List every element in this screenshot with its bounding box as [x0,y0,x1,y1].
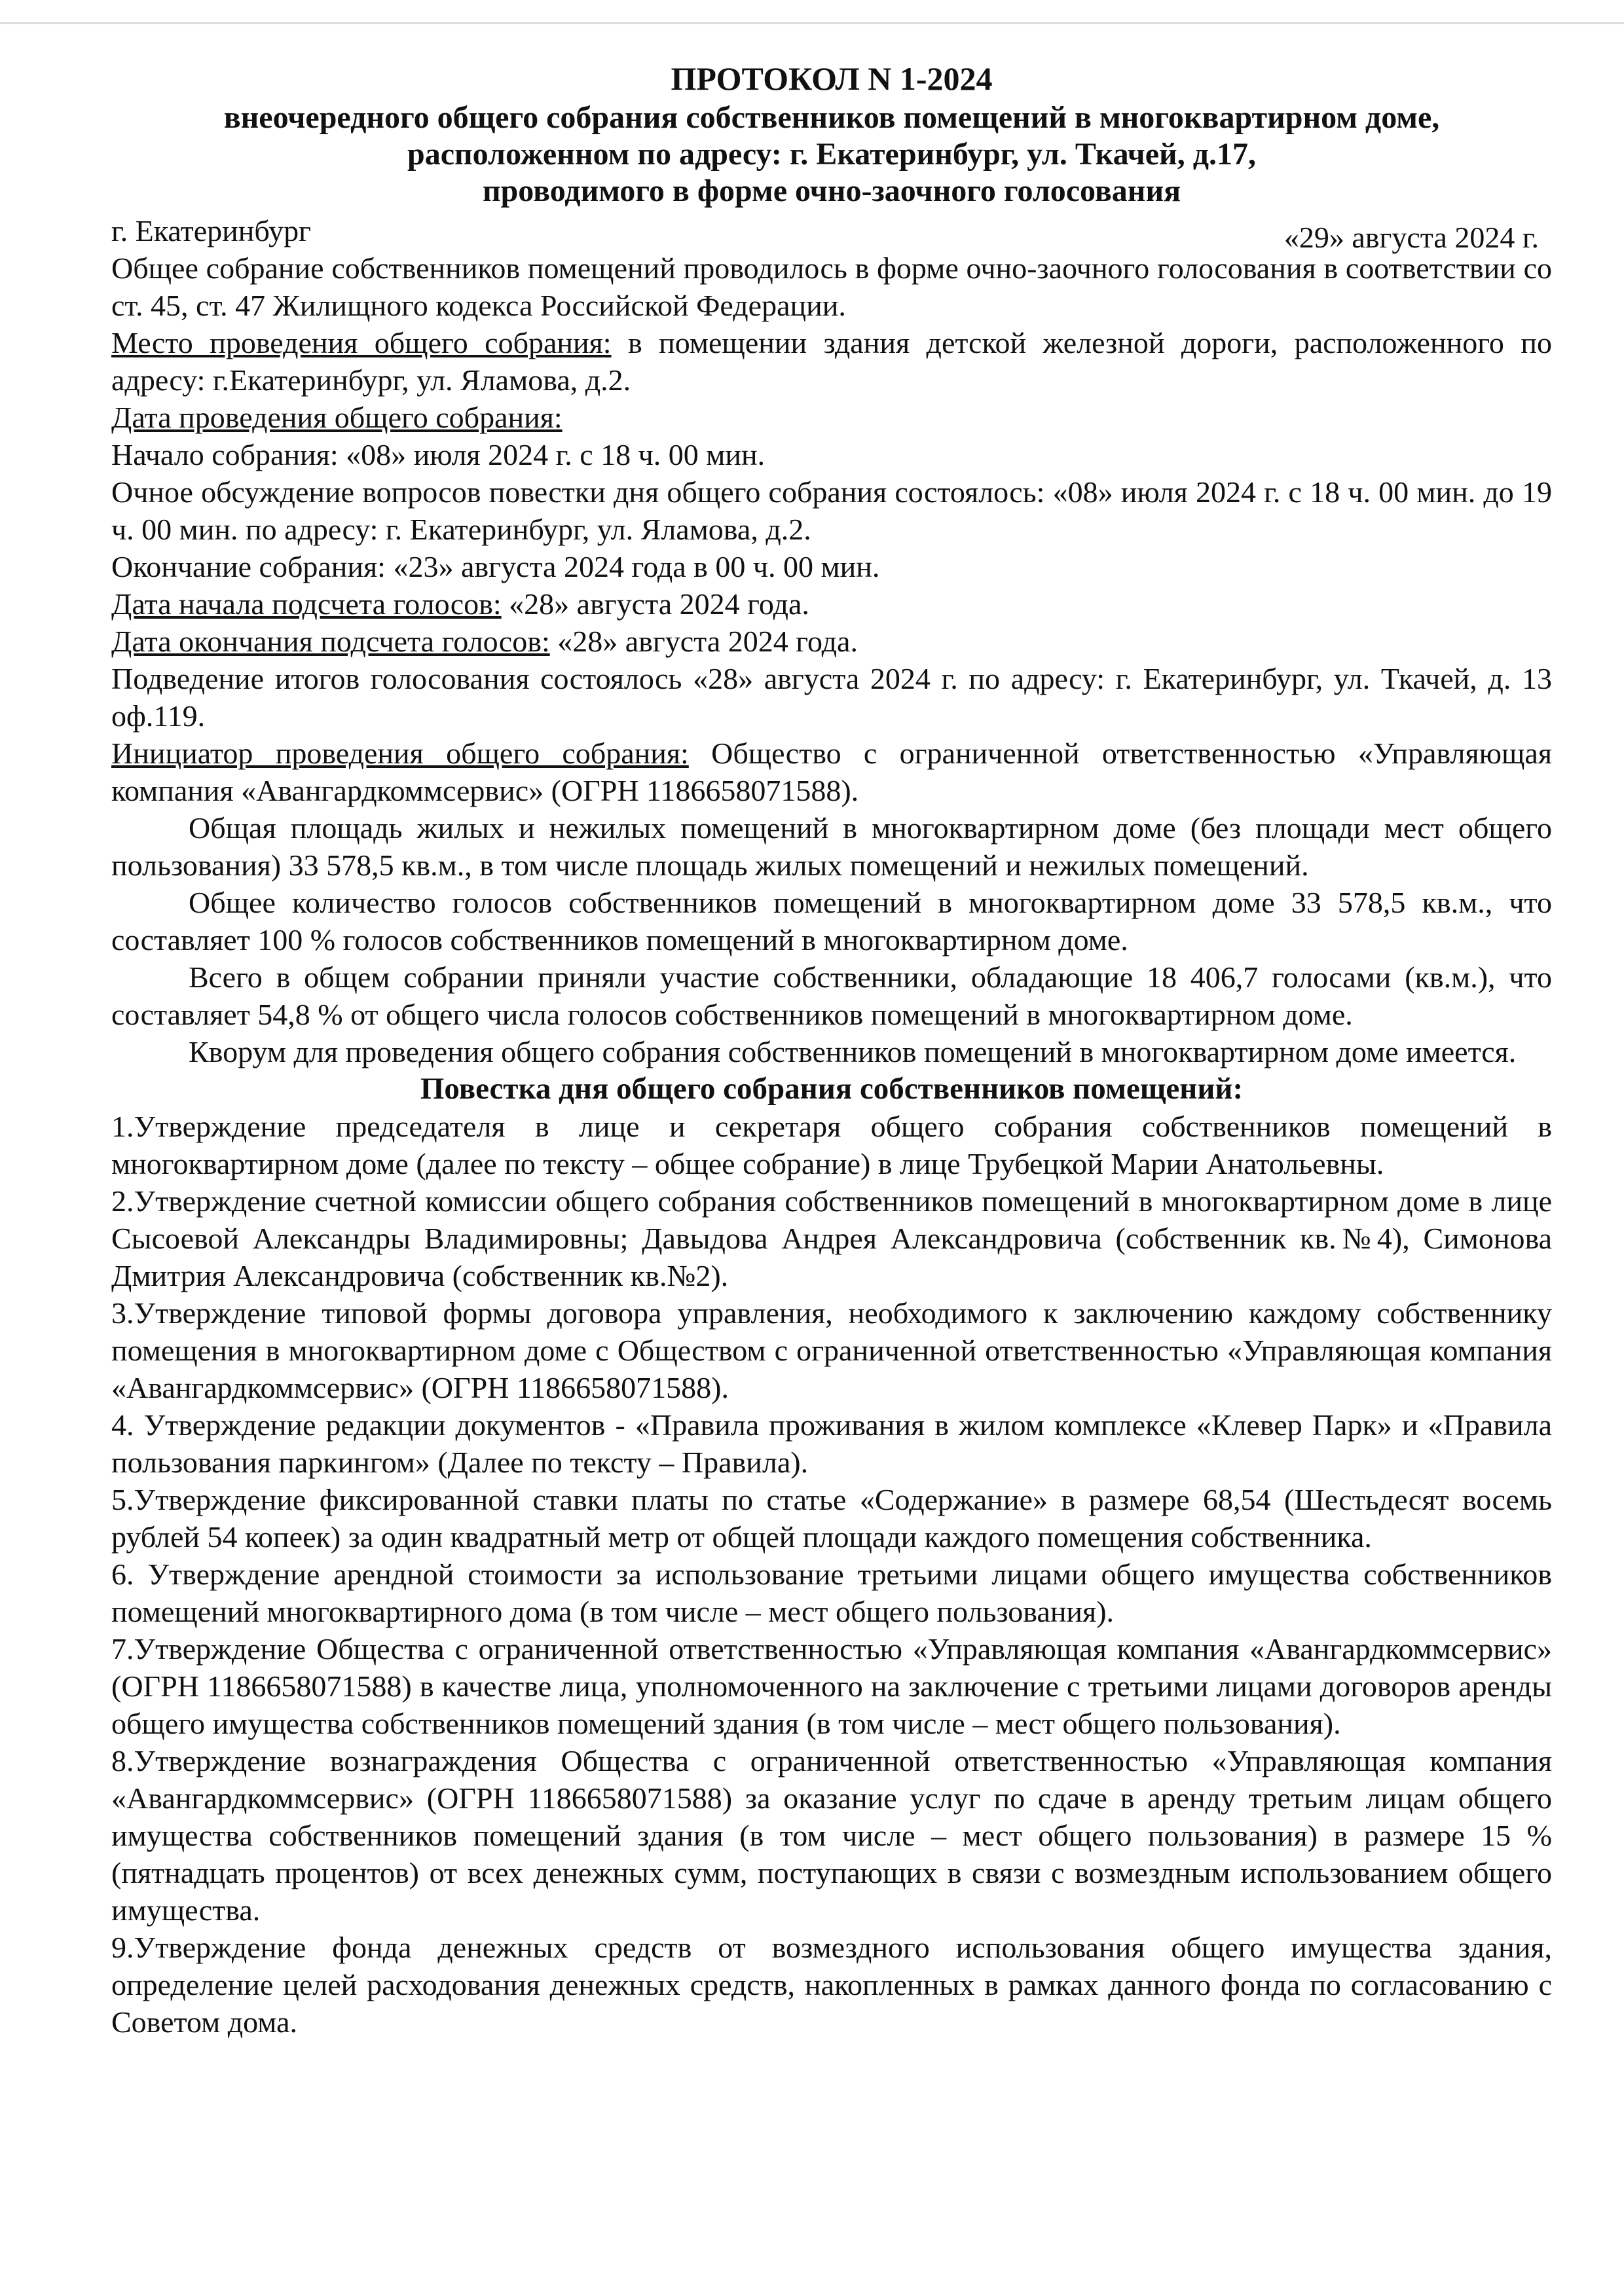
initiator-label: Инициатор проведения общего собрания: [111,737,689,770]
venue-paragraph [111,324,1552,399]
agenda-item: 7.Утверждение Общества с ограниченной ответственностью «Управляющая компания «Авангардкоммсервис» (ОГРН 1186658071588) в качестве лица, уполномоченного на заключение с третьими лицами договоров аренды общего имущества собственников помещений здания (в том числе – мест общего пользования). [111,1632,1552,1740]
agenda-item: 2.Утверждение счетной комиссии общего собрания собственников помещений в многоквартирном доме в лице Сысоевой Александры Владимировны; Давыдова Андрея Александровича (собственник кв.№4), Симонова Дмитрия Александровича (собственник кв.№2). [111,1184,1552,1292]
scan-edge-line [0,22,1624,24]
agenda-item: 6. Утверждение арендной стоимости за использование третьими лицами общего имущества собственников помещений многоквартирного дома (в том числе – мест общего пользования). [111,1558,1552,1628]
city: г. Екатеринбург [111,214,311,247]
agenda-item: 8.Утверждение вознаграждения Общества с ограниченной ответственностью «Управляющая компания «Авангардкоммсервис» (ОГРН 1186658071588) за оказание услуг по сдаче в аренду третьим лицам общего имущества собственников помещений здания (в том числе – мест общего пользования) в размере 15 % (пятнадцать процентов) от всех денежных сумм, поступающих в связи с возмездным использованием общего имущества. [111,1744,1552,1927]
meeting-date-label: Дата проведения общего собрания: [111,401,563,434]
venue-text: в помещении здания детской железной дороги, расположенного по адресу: г.Екатеринбург, ул. Яламова, д.2. [111,326,1552,397]
agenda-item: 4. Утверждение редакции документов - «Правила проживания в жилом комплексе «Клевер Парк» и «Правила пользования паркингом» (Далее по тексту – Правила). [111,1408,1552,1479]
protocol-subtitle-line-3: проводимого в форме очно-заочного голосования [482,173,1181,208]
agenda-item: 3.Утверждение типовой формы договора управления, необходимого к заключению каждому собственнику помещения в многоквартирном доме с Обществом с ограниченной ответственностью «Управляющая компания «Авангардкоммсервис» (ОГРН 1186658071588). [111,1296,1552,1404]
protocol-title: ПРОТОКОЛ N 1-2024 [671,60,993,97]
venue-label: Место проведения общего собрания: [111,326,612,359]
agenda-item: 9.Утверждение фонда денежных средств от возмездного использования общего имущества здания, определение целей расходования денежных средств, накопленных в рамках данного фонда по согласованию с Советом дома. [111,1931,1552,2039]
count-start-label: Дата начала подсчета голосов: [111,587,502,621]
meeting-end: Окончание собрания: «23» августа 2024 года в 00 ч. 00 мин. [111,550,880,583]
quorum-paragraph: Кворум для проведения общего собрания собственников помещений в многоквартирном доме имеется. [189,1035,1517,1068]
agenda-title: Повестка дня общего собрания собственников помещений: [420,1072,1244,1106]
count-end-paragraph [111,623,1552,660]
city-date-line [111,212,1552,254]
agenda-item: 1.Утверждение председателя в лице и секретаря общего собрания собственников помещений в многоквартирном доме (далее по тексту – общее собрание) в лице Трубецкой Марии Анатольевны. [111,1110,1552,1180]
protocol-subtitle-line-1: внеочередного общего собрания собственников помещений в многоквартирном доме, [223,100,1440,135]
area-paragraph: Общая площадь жилых и нежилых помещений в многоквартирном доме (без площади мест общего пользования) 33 578,5 кв.м., в том числе площадь жилых помещений и нежилых помещений. [111,811,1552,882]
document-date: «29» августа 2024 г. [1283,221,1539,254]
meeting-date-heading [111,399,1552,436]
count-end-label: Дата окончания подсчета голосов: [111,625,550,658]
meeting-start: Начало собрания: «08» июля 2024 г. с 18 ч. 00 мин. [111,438,766,471]
agenda-item: 5.Утверждение фиксированной ставки платы по статье «Содержание» в размере 68,54 (Шестьдесят восемь рублей 54 копеек) за один квадратный метр от общей площади каждого помещения собственника. [111,1483,1552,1554]
intro-paragraph: Общее собрание собственников помещений проводилось в форме очно-заочного голосования в соответствии со ст. 45, ст. 47 Жилищного кодекса Российской Федерации. [111,251,1552,322]
count-start-text: «28» августа 2024 года. [501,587,809,621]
protocol-subtitle-line-2: расположенном по адресу: г. Екатеринбург, ул. Ткачей, д.17, [407,137,1256,172]
discussion-paragraph: Очное обсуждение вопросов повестки дня общего собрания состоялось: «08» июля 2024 г. с 18 ч. 00 мин. до 19 ч. 00 мин. по адресу: г. Екатеринбург, ул. Яламова, д.2. [111,475,1552,546]
initiator-text: Общество с ограниченной ответственностью «Управляющая компания «Авангардкоммсервис» (ОГРН 1186658071588). [111,737,1552,807]
results-paragraph: Подведение итогов голосования состоялось «28» августа 2024 г. по адресу: г. Екатеринбург, ул. Ткачей, д. 13 оф.119. [111,662,1552,733]
document-body [111,60,1552,2041]
count-end-text: «28» августа 2024 года. [549,625,858,658]
participation-paragraph: Всего в общем собрании приняли участие собственники, обладающие 18 406,7 голосами (кв.м.), что составляет 54,8 % от общего числа голосов собственников помещений в многоквартирном доме. [111,960,1552,1031]
votes-paragraph: Общее количество голосов собственников помещений в многоквартирном доме 33 578,5 кв.м., что составляет 100 % голосов собственников помещений в многоквартирном доме. [111,886,1552,957]
count-start-paragraph [111,585,1552,623]
initiator-paragraph [111,735,1552,809]
